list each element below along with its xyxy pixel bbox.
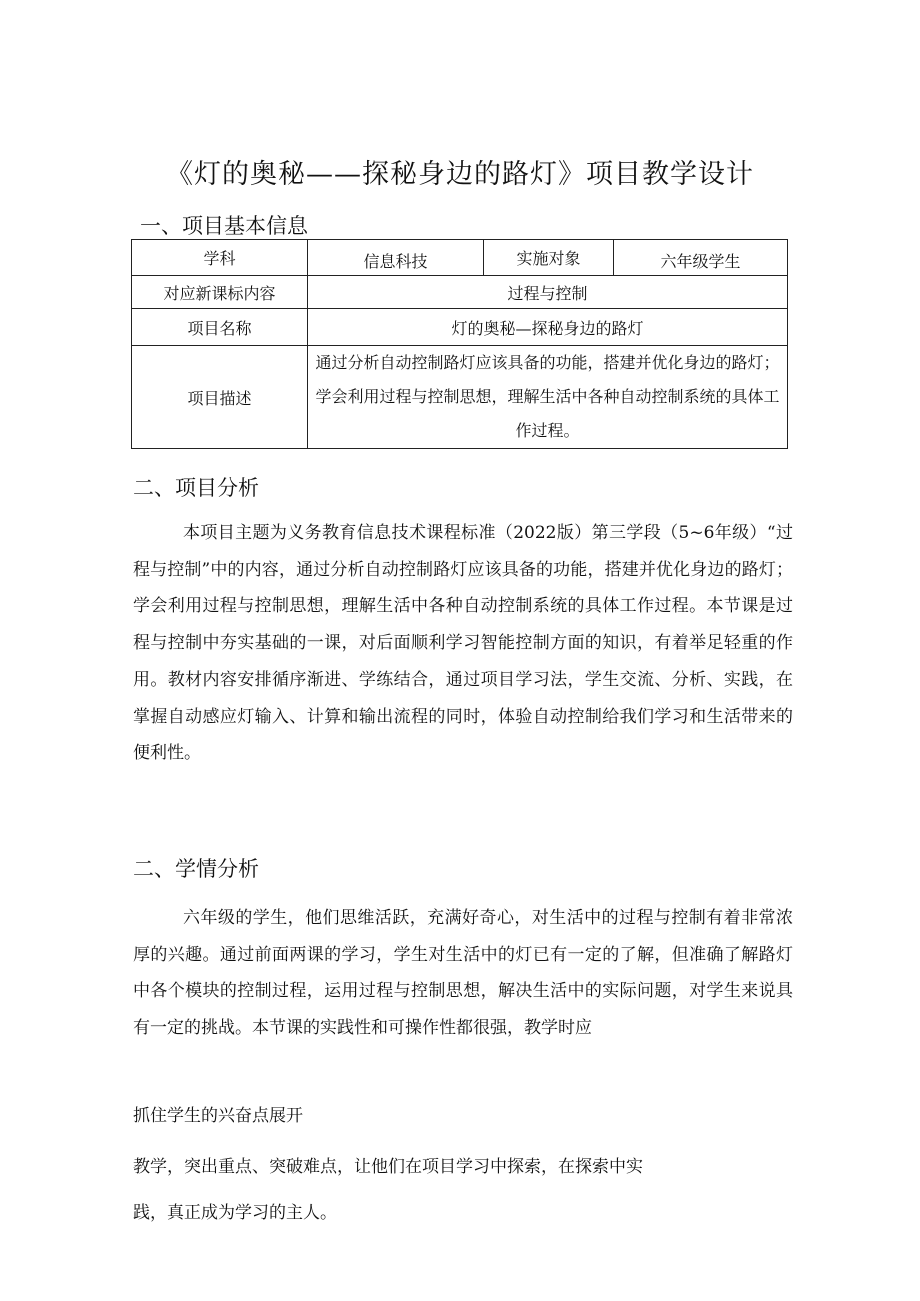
target-value: 六年级学生 (614, 240, 788, 276)
target-label: 实施对象 (484, 240, 614, 276)
standard-label: 对应新课标内容 (132, 276, 308, 309)
standard-value: 过程与控制 (308, 276, 788, 309)
desc-value: 通过分析自动控制路灯应该具备的功能，搭建并优化身边的路灯；学会利用过程与控制思想，理解生活中各种自动控制系统的具体工作过程。 (308, 346, 788, 449)
subject-value: 信息科技 (308, 240, 484, 276)
section-heading-project-analysis: 二、项目分析 (133, 476, 259, 500)
table-row (132, 240, 788, 276)
project-info-table (131, 239, 788, 449)
name-value: 灯的奥秘—探秘身边的路灯 (308, 309, 788, 346)
section-heading-student-analysis: 二、学情分析 (133, 857, 259, 881)
student-analysis-line: 教学，突出重点、突破难点，让他们在项目学习中探索，在探索中实 (133, 1157, 643, 1177)
student-analysis-line: 践，真正成为学习的主人。 (133, 1203, 337, 1223)
section-heading-basic-info: 一、项目基本信息 (140, 214, 308, 238)
student-analysis-paragraph: 六年级的学生，他们思维活跃，充满好奇心，对生活中的过程与控制有着非常浓厚的兴趣。通过前面两课的学习，学生对生活中的灯已有一定的了解，但准确了解路灯中各个模块的控制过程，运用过程与控制思想，解决生活中的实际问题，对学生来说具有一定的挑战。本节课的实践性和可操作性都很强，教学时应 (133, 908, 793, 1039)
name-label: 项目名称 (132, 309, 308, 346)
student-analysis-line: 抓住学生的兴奋点展开 (133, 1106, 303, 1126)
desc-label: 项目描述 (132, 346, 308, 449)
table-row (132, 276, 788, 309)
table-row (132, 309, 788, 346)
table-row (132, 346, 788, 449)
project-analysis-paragraph: 本项目主题为义务教育信息技术课程标准（2022版）第三学段（5~6年级）“过程与控制”中的内容，通过分析自动控制路灯应该具备的功能，搭建并优化身边的路灯；学会利用过程与控制思想，理解生活中各种自动控制系统的具体工作过程。本节课是过程与控制中夯实基础的一课，对后面顺利学习智能控制方面的知识，有着举足轻重的作用。教材内容安排循序渐进、学练结合，通过项目学习法，学生交流、分析、实践，在掌握自动感应灯输入、计算和输出流程的同时，体验自动控制给我们学习和生活带来的便利性。 (133, 523, 793, 764)
subject-label: 学科 (132, 240, 308, 276)
document-title: 《灯的奥秘——探秘身边的路灯》项目教学设计 (166, 159, 754, 190)
